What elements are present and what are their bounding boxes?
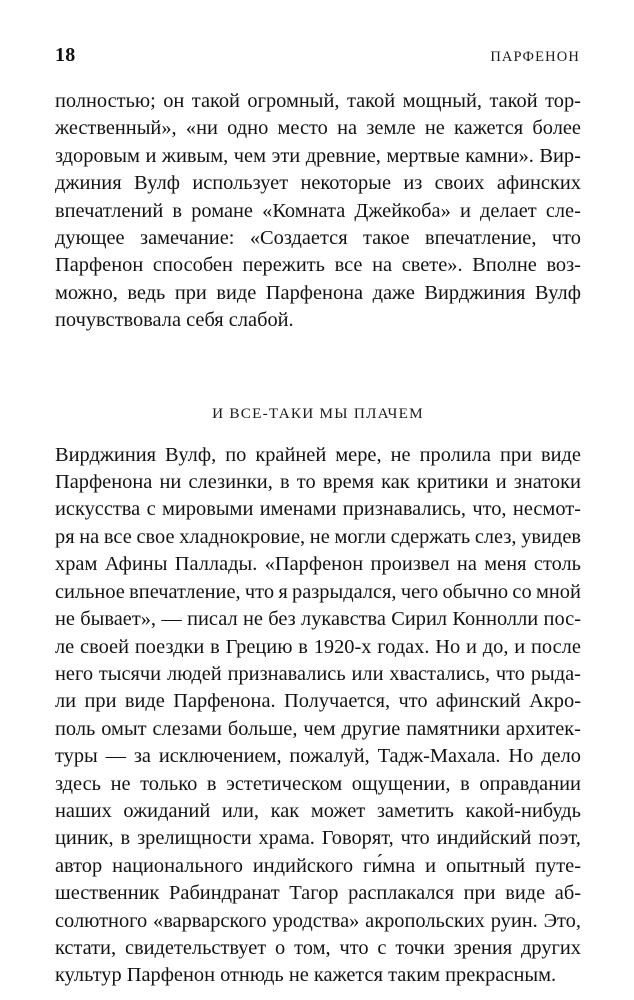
text-line: впечатлений в романе «Комната Джейкоба» и делает сле- — [55, 199, 581, 222]
text-line: можно, ведь при виде Парфенона даже Вирджиния Вулф — [55, 281, 581, 304]
text-line: ли при виде Парфенона. Получается, что афинский Акро- — [55, 690, 581, 713]
text-line: наших ожиданий или, как может заметить какой-нибудь — [55, 799, 581, 822]
text-line: поль омыт слезами больше, чем другие памятники архитек- — [55, 717, 581, 740]
text-line: Парфенон способен пережить все на свете». Вполне воз- — [55, 254, 581, 277]
text-line: джиния Вулф использует некоторые из своих афинских — [55, 172, 581, 195]
text-line: солютного «варварского уродства» акропольских руин. Это, — [55, 909, 581, 932]
text-line: шественник Рабиндранат Тагор расплакался при виде аб- — [55, 882, 581, 905]
text-line: здоровым и живым, чем эти древние, мертвые камни». Вир- — [55, 144, 581, 167]
text-line: него тысячи людей признавались или хвастались, что рыда- — [55, 662, 581, 685]
text-line: искусства с мировыми именами признавались, что, несмот- — [55, 498, 581, 521]
text-line: сильное впечатление, что я разрыдался, чего обычно со мной — [55, 580, 581, 603]
text-line: храм Афины Паллады. «Парфенон произвел на меня столь — [55, 553, 581, 576]
text-line: циник, в зрелищности храма. Говорят, что индийский поэт, — [55, 827, 581, 850]
paragraph-2 — [55, 442, 581, 990]
text-line: жественный», «ни одно место на земле не кажется более — [55, 117, 581, 140]
paragraph-1 — [55, 88, 581, 335]
text-line: кстати, свидетельствует о том, что с точки зрения других — [55, 936, 581, 959]
text-line: здесь не только в эстетическом ощущении, в оправдании — [55, 772, 581, 795]
text-line: почувствовала себя слабой. — [55, 309, 294, 332]
text-line: полностью; он такой огромный, такой мощный, такой тор- — [55, 90, 581, 112]
spacer-above-heading — [55, 335, 581, 403]
text-line: не бывает», — писал не без лукавства Сирил Коннолли пос- — [55, 608, 581, 631]
section-heading: И ВСЕ-ТАКИ МЫ ПЛАЧЕМ — [212, 404, 424, 422]
text-line: Вирджиния Вулф, по крайней мере, не пролила при виде — [55, 443, 581, 466]
text-line: ря на все свое хладнокровие, не могли сдержать слез, увидев — [55, 525, 581, 548]
text-line: дующее замечание: «Создается такое впечатление, что — [55, 227, 581, 250]
text-line: автор национального индийского ги́мна и опытный путе- — [55, 854, 581, 877]
text-line: туры — за исключением, пожалуй, Тадж-Махала. Но дело — [55, 745, 581, 768]
text-block — [55, 88, 581, 990]
spacer-below-heading — [55, 425, 581, 442]
text-line: Парфенона ни слезинки, в то время как критики и знатоки — [55, 471, 581, 494]
page-number: 18 — [55, 44, 76, 66]
running-head-title: ПАРФЕНОН — [490, 49, 580, 65]
text-line: ле своей поездки в Грецию в 1920-х годах. Но и до, и после — [55, 635, 581, 658]
text-line: культур Парфенон отнюдь не кажется таким прекрасным. — [55, 964, 557, 987]
running-head — [55, 44, 580, 70]
